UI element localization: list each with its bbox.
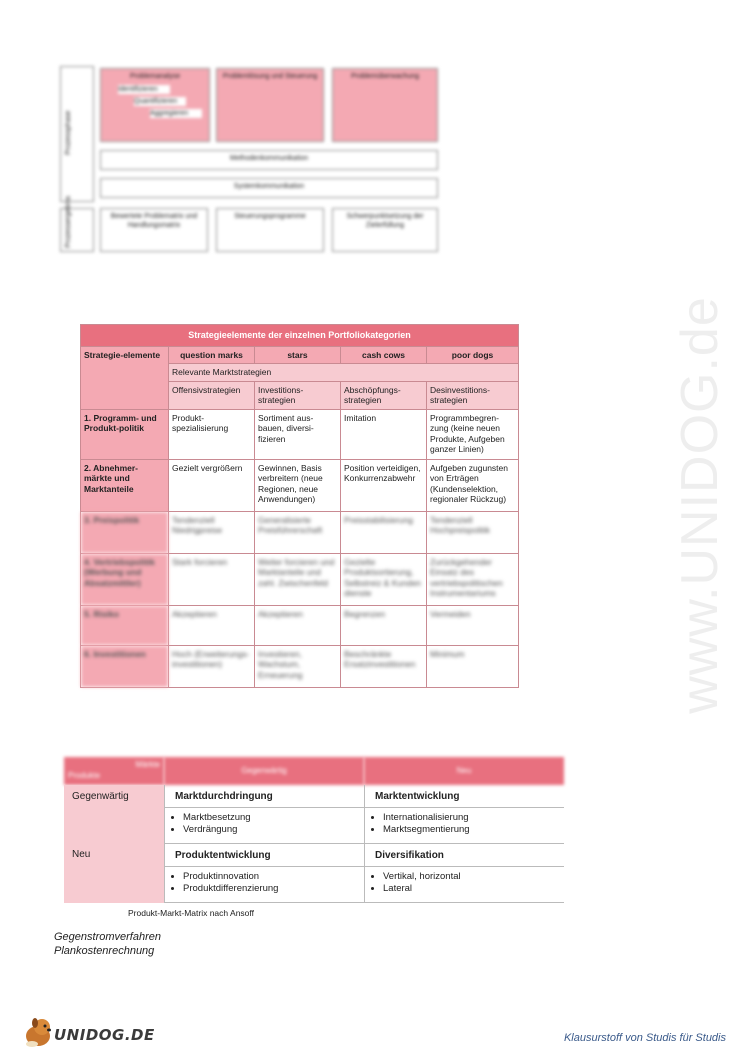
table-title: Strategieelemente der einzelnen Portfoliokategorien	[81, 325, 519, 347]
category-header: cash cows	[341, 346, 427, 364]
dog-icon	[22, 1016, 56, 1048]
result-box-1: Bewertete Problematrix und Handlungsmatrix	[100, 208, 208, 252]
logo-text: UNIDOG.DE	[54, 1026, 155, 1044]
matrix-cell: Produktentwicklung • Produktinnovation • Produktdifferenzierung	[164, 843, 364, 903]
note-line: Plankostenrechnung	[54, 945, 155, 957]
result-box-3: Schwerpunktsetzung der Zielerfüllung	[332, 208, 438, 252]
strategy-header: Desinvestitions-strategien	[427, 381, 519, 409]
side-label-phase: Prozessphase	[60, 66, 94, 202]
category-header: poor dogs	[427, 346, 519, 364]
bar-system: Systemkommunikation	[100, 178, 438, 198]
notes	[54, 930, 161, 958]
category-header: question marks	[169, 346, 255, 364]
strategy-header: Offensivstrategien	[169, 381, 255, 409]
matrix-col-header: Gegenwärtig	[164, 757, 364, 785]
matrix-cell: Marktentwicklung • Internationalisierung • Marktsegmentierung	[364, 785, 564, 843]
matrix-cell: Marktdurchdringung • Marktbesetzung • Verdrängung	[164, 785, 364, 843]
matrix-caption: Produkt-Markt-Matrix nach Ansoff	[128, 908, 254, 918]
result-box-2: Steuerungsprogramme	[216, 208, 324, 252]
relevant-strategies-label: Relevante Marktstrategien	[169, 364, 519, 382]
table-row: 6. Investitionen Hoch (Erweiterungs-investitionen) Investieren, Wachstum, Erneuerung Beschränkte Ersatzinvestitionen Minimum	[81, 645, 519, 687]
matrix-cell: Diversifikation • Vertikal, horizontal • Lateral	[364, 843, 564, 903]
unidog-logo	[22, 1016, 162, 1048]
table-row: 4. Vertriebspolitik (Werbung und Absatzmittler) Stark forcieren Weiter forcieren und Marktanteile und zahl. Zwischenfeld Gezielte Produktsortierung, Selbstreiz & Kunden dienste Zurückgehender Einsatz des vertriebspolitischen Instrumentariums	[81, 553, 519, 605]
matrix-row-label: Neu	[64, 843, 164, 903]
footer-tagline: Klausurstoff von Studis für Studis	[563, 1032, 726, 1044]
strategy-header: Investitions-strategien	[255, 381, 341, 409]
box-problem-analysis: Problemanalyse Identifizieren Quantifizieren Aggregieren	[100, 68, 210, 142]
bar-method: Methodenkommunikation	[100, 150, 438, 170]
matrix-row-label: Gegenwärtig	[64, 785, 164, 843]
table-row: 5. Risiko Akzeptieren Akzeptieren Begrenzen Vermeiden	[81, 605, 519, 645]
strategy-header: Abschöpfungs-strategien	[341, 381, 427, 409]
box-problem-monitoring: Problemüberwachung	[332, 68, 438, 142]
watermark: www.UNIDOG.de	[671, 296, 729, 714]
category-header: stars	[255, 346, 341, 364]
portfolio-strategy-table	[80, 324, 518, 688]
side-label-result: Prozessergebnis	[60, 208, 94, 252]
box-problem-solving: Problemlösung und Steuerung	[216, 68, 324, 142]
process-diagram	[60, 66, 440, 256]
matrix-col-header: Neu	[364, 757, 564, 785]
table-row: 2. Abnehmer-märkte und Marktanteile Gezielt vergrößern Gewinnen, Basis verbreitern (neue Regionen, neue Anwendungen) Position verteidigen, Konkurrenzabwehr Aufgeben zugunsten von Erträgen (Kundenselektion, regionaler Rückzug)	[81, 459, 519, 511]
note-line: Gegenstromverfahren	[54, 931, 161, 943]
corner-label: Strategie-elemente	[81, 346, 169, 409]
table-row: 3. Preispolitik Tendenziell Niedrigpreise Generalisierte Preisführerschaft Preisstabilisierung Tendenziell Hochpreispolitik	[81, 511, 519, 553]
table-row: 1. Programm- und Produkt-politik Produkt-spezialisierung Sortiment aus-bauen, diversi-fizieren Imitation Programmbegren-zung (keine neuen Produkte, Aufgeben ganzer Linien)	[81, 409, 519, 459]
matrix-corner: Märkte Produkte	[64, 757, 164, 785]
